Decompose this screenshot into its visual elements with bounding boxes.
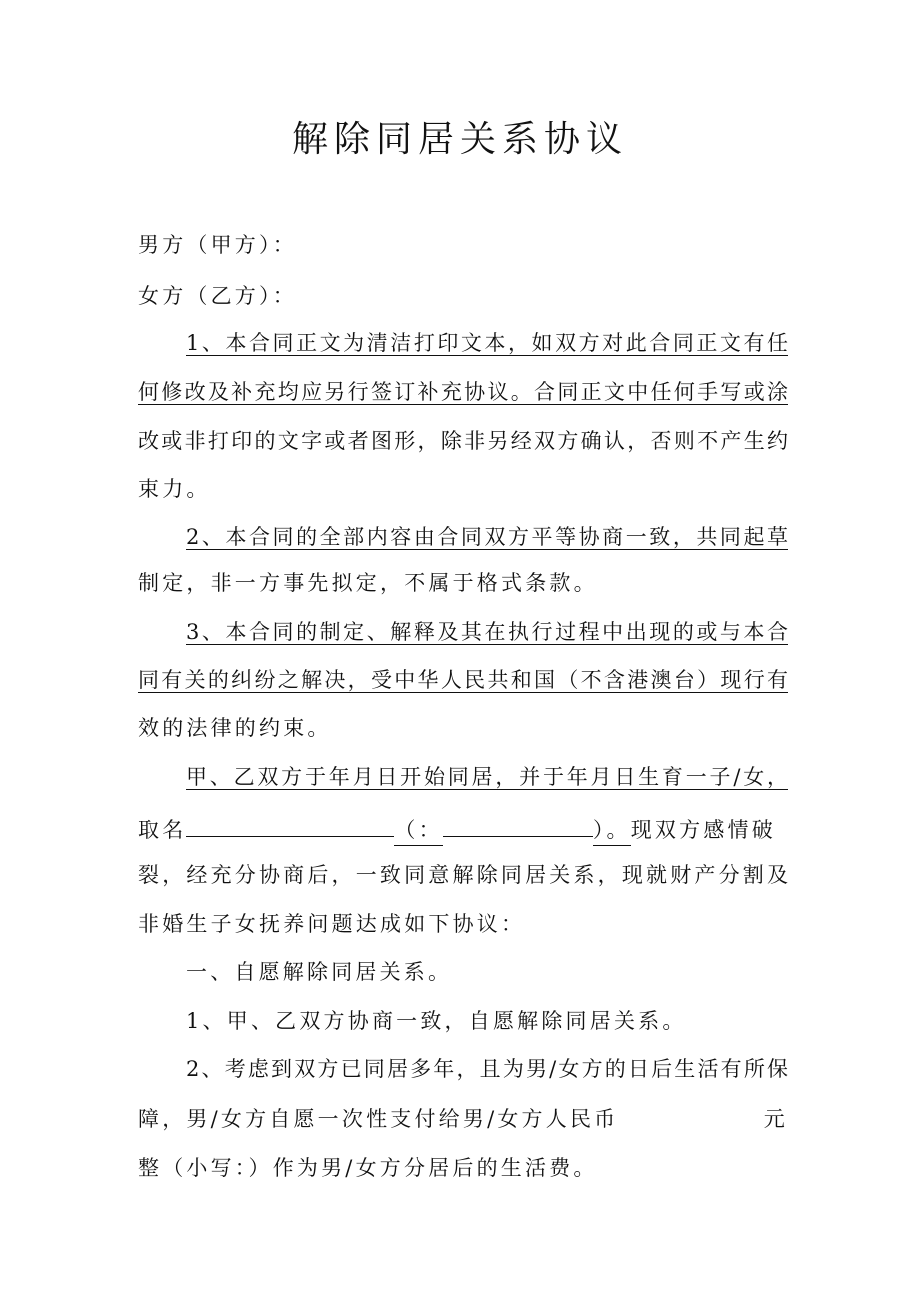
clause-2-line-2: 制定，非一方事先拟定，不属于格式条款。	[138, 571, 598, 595]
intro-line-4: 非婚生子女抚养问题达成如下协议：	[138, 912, 526, 936]
section-1-item-2-line-3: 整（小写：）作为男/女方分居后的生活费。	[138, 1156, 598, 1180]
clause-3-line-1: 3、本合同的制定、解释及其在执行过程中出现的或与本合	[186, 620, 788, 644]
payment-text: 障，男/女方自愿一次性支付给男/女方人民币	[138, 1107, 619, 1131]
name-label: 取名	[138, 818, 187, 842]
clause-1-line-2	[138, 377, 788, 407]
child-name-detail-field[interactable]	[443, 812, 593, 837]
party-b-label: 女方（乙方）：	[138, 284, 297, 308]
section-1-item-2-line-2	[138, 1104, 788, 1134]
currency-unit: 元	[763, 1107, 788, 1131]
document-title: 解除同居关系协议	[291, 119, 628, 160]
name-paren-close: ）。	[593, 815, 631, 846]
clause-2-line-1: 2、本合同的全部内容由合同双方平等协商一致，共同起草	[186, 525, 788, 549]
clause-1-line-4: 束力。	[138, 477, 211, 501]
section-1-heading: 一、自愿解除同居关系。	[186, 960, 453, 984]
child-name-field[interactable]	[186, 812, 394, 837]
clause-3-line-2: 同有关的纠纷之解决，受中华人民共和国（不含港澳台）现行有	[138, 668, 788, 692]
intro-line-3: 裂，经充分协商后，一致同意解除同居关系，现就财产分割及	[138, 863, 788, 887]
clause-1-line-3: 改或非打印的文字或者图形，除非另经双方确认，否则不产生约	[138, 429, 788, 453]
section-1-item-2-line-1: 2、考虑到双方已同居多年，且为男/女方的日后生活有所保	[186, 1057, 788, 1081]
section-1-item-1: 1、甲、乙双方协商一致，自愿解除同居关系。	[186, 1009, 687, 1033]
intro-line-2	[138, 812, 788, 842]
party-a-label: 男方（甲方）：	[138, 233, 297, 257]
intro-line-1: 甲、乙双方于年月日开始同居，并于年月日生育一子/女，	[186, 765, 788, 789]
name-paren-open: （：	[394, 815, 442, 846]
clause-3-line-3: 效的法律的约束。	[138, 716, 332, 740]
clause-1-line-2-underlined: 何修改及补充均应另行签订补充协议。合同正文中任何手写或涂	[138, 380, 788, 404]
clause-1-line-1: 1、本合同正文为清洁打印文本，如双方对此合同正文有任	[186, 331, 788, 355]
intro-line-2-suffix: 现双方感情破	[630, 818, 776, 842]
